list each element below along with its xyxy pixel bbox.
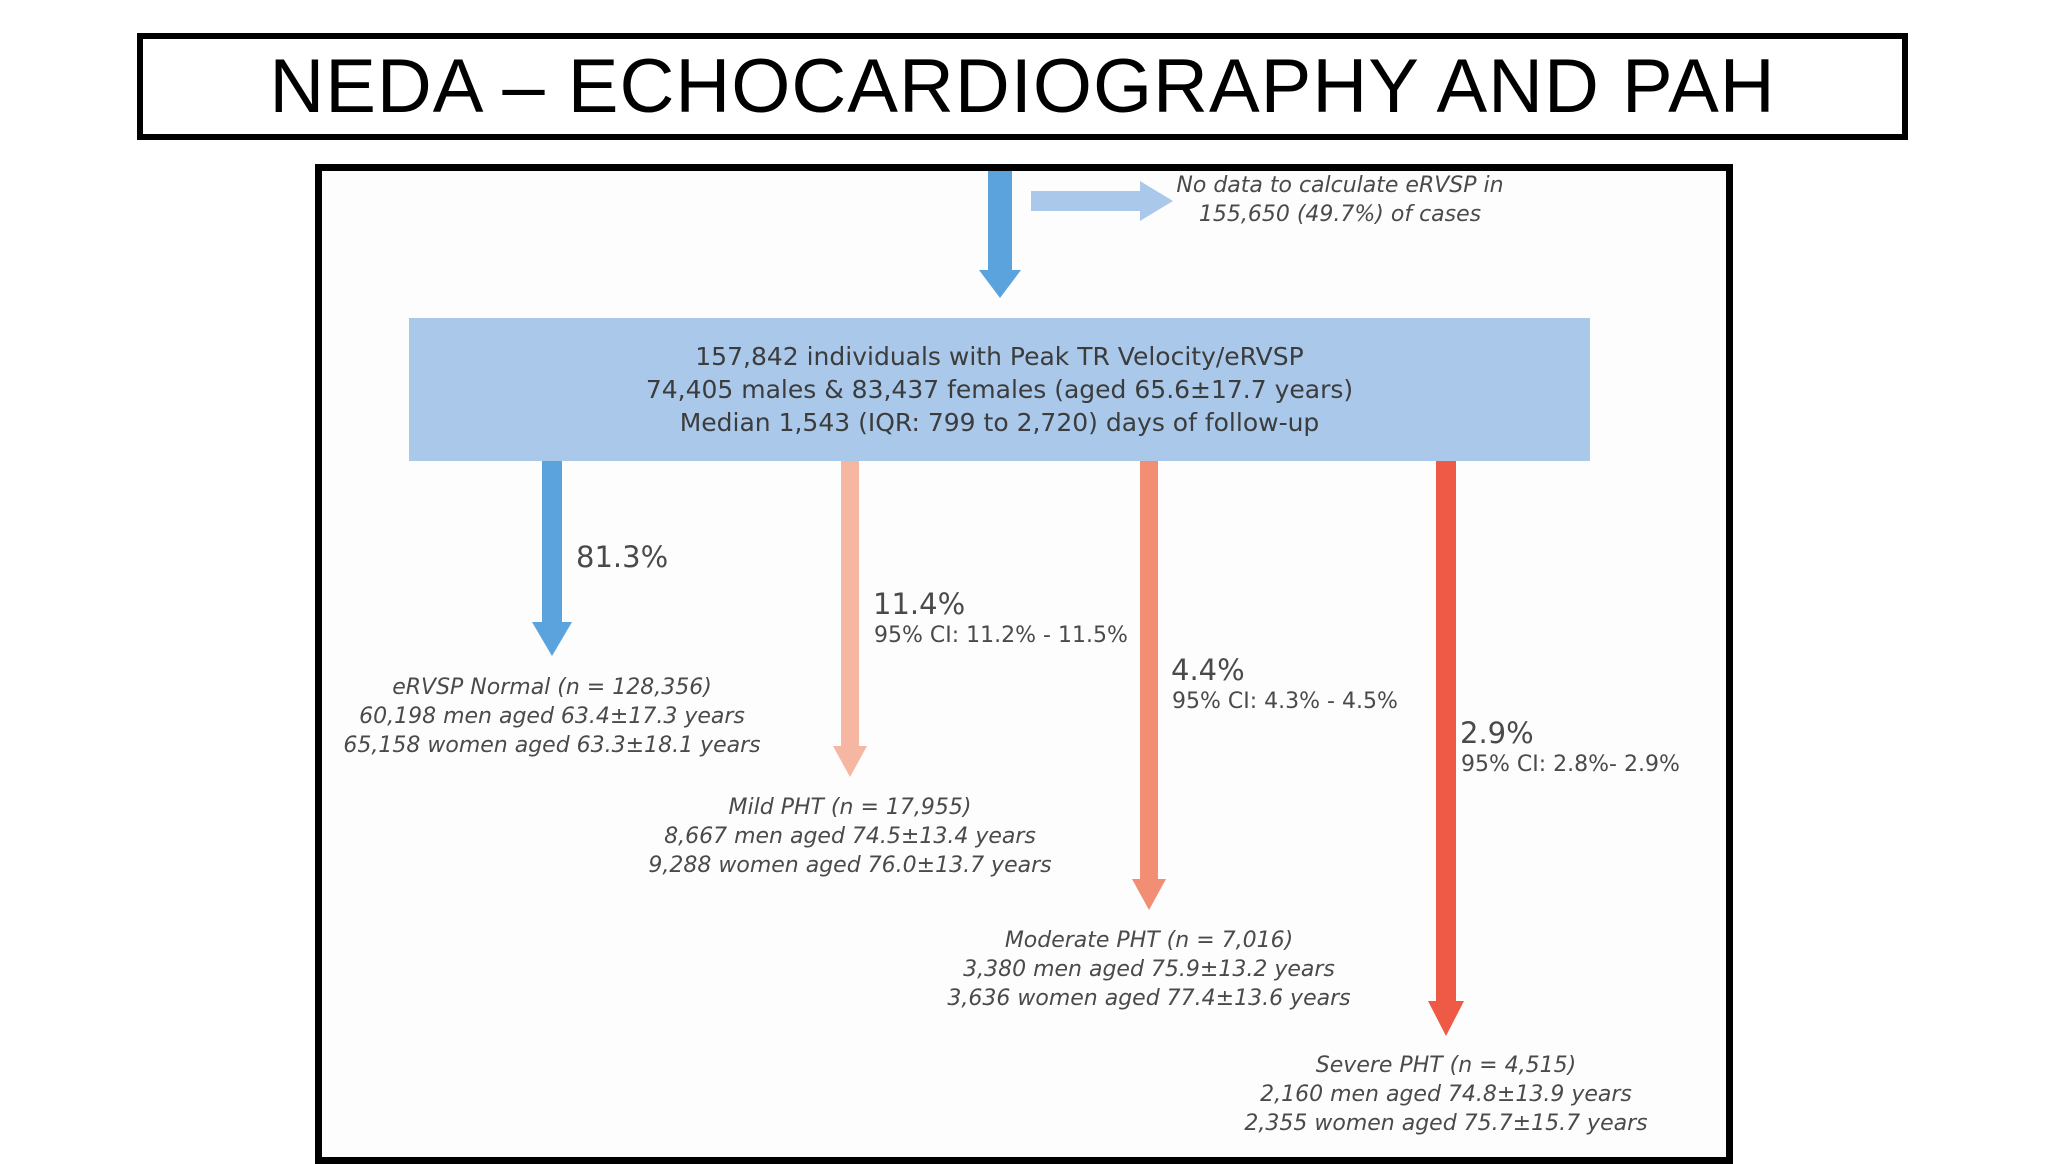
- arrow-moderate: [1132, 461, 1166, 910]
- result-normal: [343, 673, 760, 760]
- arrow-severe: [1428, 461, 1464, 1036]
- top-down-arrow: [979, 171, 1021, 298]
- ci-mild: 95% CI: 11.2% - 11.5%: [874, 623, 1128, 648]
- main-box-line3: Median 1,543 (IQR: 799 to 2,720) days of follow-up: [679, 408, 1320, 437]
- result-mild-title: Mild PHT (n = 17,955): [728, 795, 972, 820]
- main-box-line1: 157,842 individuals with Peak TR Velocity/eRVSP: [695, 342, 1304, 371]
- result-severe-men: 2,160 men aged 74.8±13.9 years: [1260, 1082, 1632, 1107]
- main-box-line2: 74,405 males & 83,437 females (aged 65.6±17.7 years): [645, 375, 1354, 404]
- ci-severe: 95% CI: 2.8%- 2.9%: [1461, 752, 1680, 777]
- result-normal-title: eRVSP Normal (n = 128,356): [392, 675, 712, 700]
- main-cohort-box: [409, 318, 1590, 461]
- result-severe: [1244, 1051, 1647, 1138]
- percent-normal: 81.3%: [576, 540, 669, 574]
- ci-moderate: 95% CI: 4.3% - 4.5%: [1172, 689, 1398, 714]
- result-normal-men: 60,198 men aged 63.4±17.3 years: [359, 704, 745, 729]
- result-mild: [648, 793, 1051, 880]
- result-severe-title: Severe PHT (n = 4,515): [1315, 1053, 1577, 1078]
- percent-severe: 2.9%: [1460, 716, 1534, 750]
- result-normal-women: 65,158 women aged 63.3±18.1 years: [343, 733, 761, 758]
- result-mild-men: 8,667 men aged 74.5±13.4 years: [664, 824, 1036, 849]
- arrow-mild: [833, 461, 867, 777]
- arrow-normal: [532, 461, 572, 656]
- no-data-note-line2: 155,650 (49.7%) of cases: [1198, 202, 1482, 227]
- result-moderate-women: 3,636 women aged 77.4±13.6 years: [947, 986, 1351, 1011]
- result-moderate-title: Moderate PHT (n = 7,016): [1004, 928, 1294, 953]
- no-data-note: [1150, 171, 1530, 229]
- slide-title: NEDA – ECHOCARDIOGRAPHY AND PAH: [269, 44, 1776, 129]
- result-moderate-men: 3,380 men aged 75.9±13.2 years: [963, 957, 1335, 982]
- percent-moderate: 4.4%: [1171, 653, 1245, 687]
- no-data-note-line1: No data to calculate eRVSP in: [1176, 173, 1504, 198]
- result-mild-women: 9,288 women aged 76.0±13.7 years: [648, 853, 1052, 878]
- result-moderate: [947, 926, 1350, 1013]
- percent-mild: 11.4%: [873, 587, 966, 621]
- result-severe-women: 2,355 women aged 75.7±15.7 years: [1244, 1111, 1648, 1136]
